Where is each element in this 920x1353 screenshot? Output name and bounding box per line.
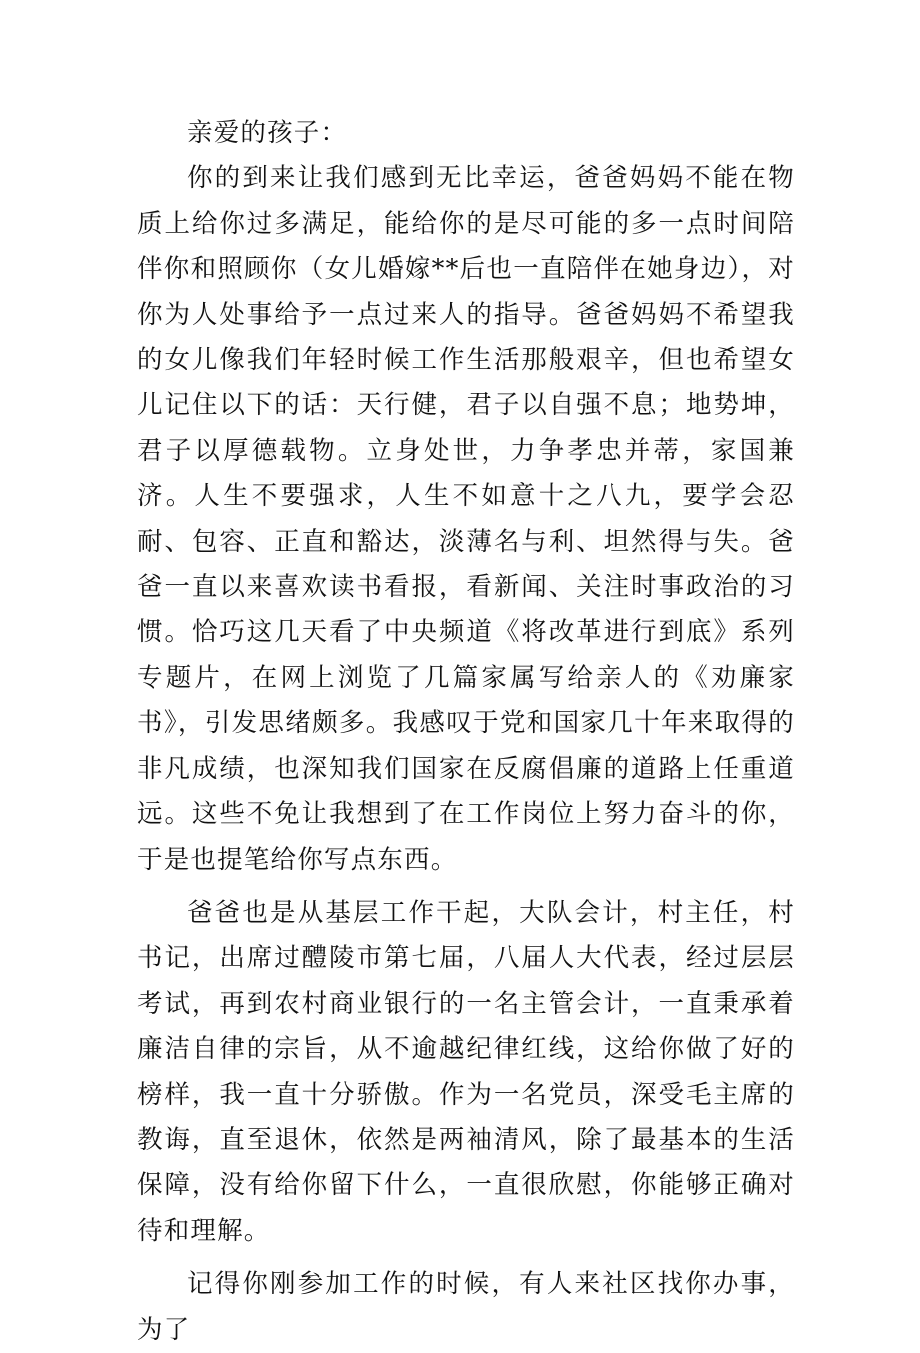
paragraph-1: 你的到来让我们感到无比幸运，爸爸妈妈不能在物质上给你过多满足，能给你的是尽可能的多一点时间陪伴你和照顾你（女儿婚嫁**后也一直陪伴在她身边），对你为人处事给予一点过来人的指导。爸爸妈妈不希望我的女儿像我们年轻时候工作生活那般艰辛，但也希望女儿记住以下的话：天行健，君子以自强不息；地势坤，君子以厚德载物。立身处世，力争孝忠并蒂，家国兼济。人生不要强求，人生不如意十之八九，要学会忍耐、包容、正直和豁达，淡薄名与利、坦然得与失。爸爸一直以来喜欢读书看报，看新闻、关注时事政治的习惯。恰巧这几天看了中央频道《将改革进行到底》系列专题片，在网上浏览了几篇家属写给亲人的《劝廉家书》，引发思绪颇多。我感叹于党和国家几十年来取得的非凡成绩，也深知我们国家在反腐倡廉的道路上任重道远。这些不免让我想到了在工作岗位上努力奋斗的你，于是也提笔给你写点东西。 bbox=[137, 163, 795, 875]
letter-body bbox=[137, 111, 795, 1353]
salutation: 亲爱的孩子： bbox=[187, 118, 348, 148]
paragraph-2: 爸爸也是从基层工作干起，大队会计，村主任，村书记，出席过醴陵市第七届，八届人大代表，经过层层考试，再到农村商业银行的一名主管会计，一直秉承着廉洁自律的宗旨，从不逾越纪律红线，这给你做了好的榜样，我一直十分骄傲。作为一名党员，深受毛主席的教诲，直至退休，依然是两袖清风，除了最基本的生活保障，没有给你留下什么，一直很欣慰，你能够正确对待和理解。 bbox=[137, 897, 795, 1246]
paragraph-3: 记得你刚参加工作的时候，有人来社区找你办事，为了 bbox=[137, 1269, 795, 1345]
